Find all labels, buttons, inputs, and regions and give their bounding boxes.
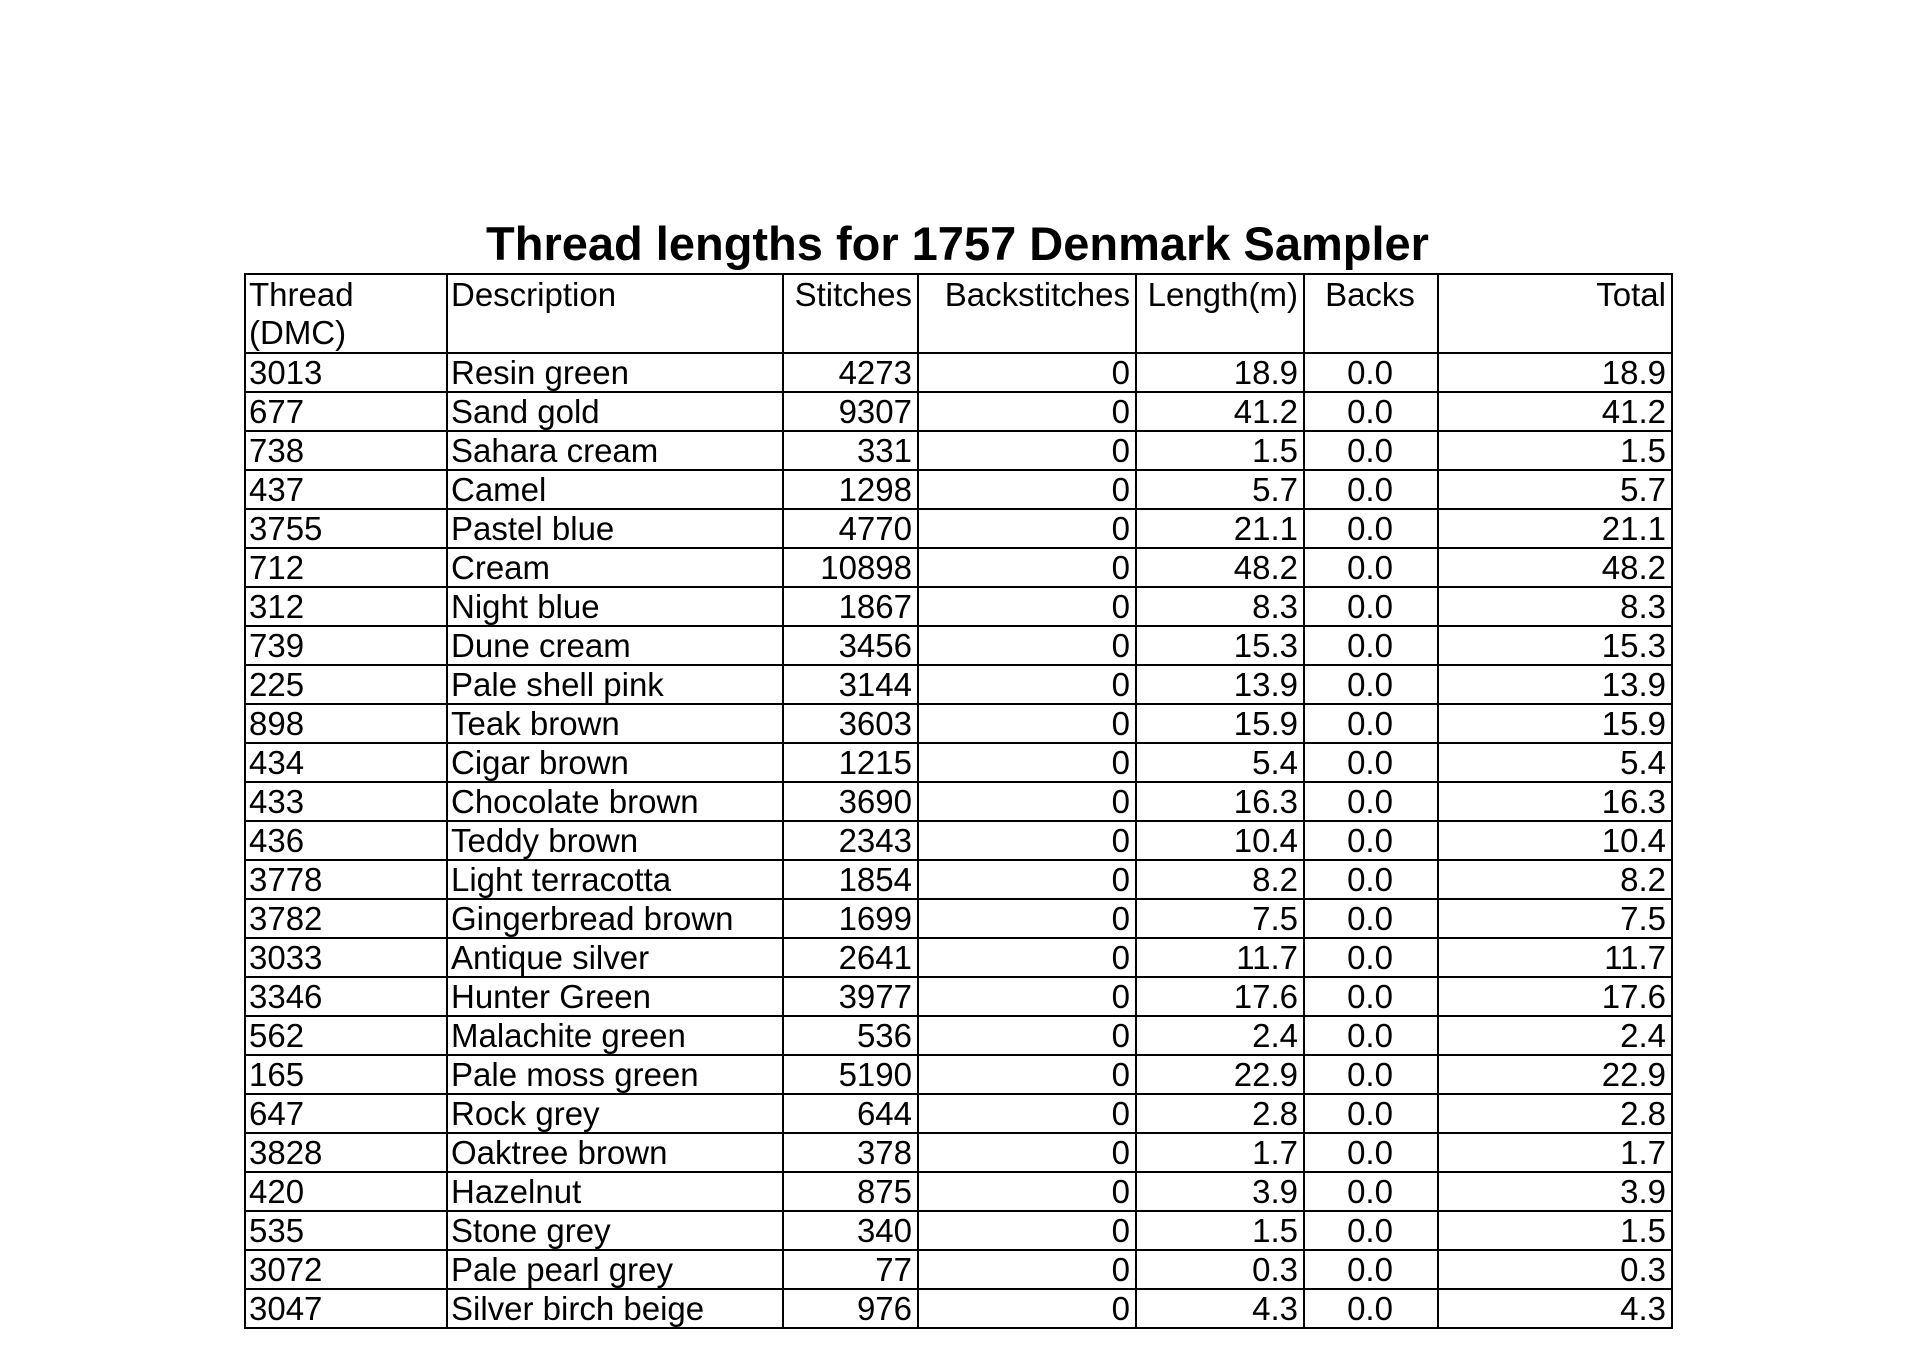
- header-length: Length(m): [1136, 274, 1304, 353]
- cell-backstitches: 0: [918, 782, 1136, 821]
- table-row: [245, 938, 1672, 977]
- cell-description: Chocolate brown: [447, 782, 783, 821]
- cell-total: 1.5: [1438, 1211, 1672, 1250]
- cell-backstitches: 0: [918, 1094, 1136, 1133]
- cell-total: 17.6: [1438, 977, 1672, 1016]
- cell-backstitches: 0: [918, 1172, 1136, 1211]
- table-row: [245, 353, 1672, 392]
- cell-stitches: 2641: [783, 938, 918, 977]
- cell-thread: 3778: [245, 860, 447, 899]
- cell-stitches: 331: [783, 431, 918, 470]
- cell-length: 10.4: [1136, 821, 1304, 860]
- cell-description: Teak brown: [447, 704, 783, 743]
- cell-backs: 0.0: [1304, 1250, 1438, 1289]
- cell-stitches: 1867: [783, 587, 918, 626]
- cell-thread: 437: [245, 470, 447, 509]
- table-row: [245, 1172, 1672, 1211]
- cell-total: 22.9: [1438, 1055, 1672, 1094]
- cell-thread: 898: [245, 704, 447, 743]
- cell-length: 17.6: [1136, 977, 1304, 1016]
- cell-total: 8.3: [1438, 587, 1672, 626]
- cell-stitches: 3977: [783, 977, 918, 1016]
- cell-thread: 436: [245, 821, 447, 860]
- table-row: [245, 626, 1672, 665]
- cell-thread: 3828: [245, 1133, 447, 1172]
- cell-backs: 0.0: [1304, 821, 1438, 860]
- cell-thread: 312: [245, 587, 447, 626]
- cell-backstitches: 0: [918, 938, 1136, 977]
- cell-stitches: 1298: [783, 470, 918, 509]
- cell-description: Pale moss green: [447, 1055, 783, 1094]
- cell-thread: 434: [245, 743, 447, 782]
- cell-total: 18.9: [1438, 353, 1672, 392]
- cell-stitches: 10898: [783, 548, 918, 587]
- cell-backstitches: 0: [918, 1289, 1136, 1328]
- cell-description: Camel: [447, 470, 783, 509]
- cell-total: 10.4: [1438, 821, 1672, 860]
- cell-backstitches: 0: [918, 626, 1136, 665]
- cell-stitches: 875: [783, 1172, 918, 1211]
- table-row: [245, 509, 1672, 548]
- cell-total: 48.2: [1438, 548, 1672, 587]
- cell-length: 1.5: [1136, 431, 1304, 470]
- cell-total: 3.9: [1438, 1172, 1672, 1211]
- cell-description: Sahara cream: [447, 431, 783, 470]
- table-row: [245, 899, 1672, 938]
- cell-backs: 0.0: [1304, 743, 1438, 782]
- cell-total: 13.9: [1438, 665, 1672, 704]
- header-stitches: Stitches: [783, 274, 918, 353]
- cell-backs: 0.0: [1304, 587, 1438, 626]
- cell-length: 48.2: [1136, 548, 1304, 587]
- cell-length: 5.4: [1136, 743, 1304, 782]
- cell-description: Sand gold: [447, 392, 783, 431]
- table-row: [245, 860, 1672, 899]
- cell-backs: 0.0: [1304, 1211, 1438, 1250]
- header-total: Total: [1438, 274, 1672, 353]
- cell-backstitches: 0: [918, 977, 1136, 1016]
- cell-stitches: 5190: [783, 1055, 918, 1094]
- cell-total: 16.3: [1438, 782, 1672, 821]
- cell-thread: 3755: [245, 509, 447, 548]
- cell-total: 1.5: [1438, 431, 1672, 470]
- table-row: [245, 1133, 1672, 1172]
- cell-total: 5.4: [1438, 743, 1672, 782]
- cell-description: Malachite green: [447, 1016, 783, 1055]
- cell-stitches: 3144: [783, 665, 918, 704]
- cell-description: Silver birch beige: [447, 1289, 783, 1328]
- cell-stitches: 3456: [783, 626, 918, 665]
- cell-total: 15.9: [1438, 704, 1672, 743]
- cell-backs: 0.0: [1304, 548, 1438, 587]
- cell-total: 15.3: [1438, 626, 1672, 665]
- cell-backstitches: 0: [918, 704, 1136, 743]
- cell-backs: 0.0: [1304, 1133, 1438, 1172]
- cell-thread: 677: [245, 392, 447, 431]
- cell-stitches: 1215: [783, 743, 918, 782]
- cell-thread: 3346: [245, 977, 447, 1016]
- cell-length: 13.9: [1136, 665, 1304, 704]
- cell-stitches: 536: [783, 1016, 918, 1055]
- cell-description: Light terracotta: [447, 860, 783, 899]
- cell-backs: 0.0: [1304, 470, 1438, 509]
- cell-backs: 0.0: [1304, 1055, 1438, 1094]
- cell-backstitches: 0: [918, 587, 1136, 626]
- cell-length: 3.9: [1136, 1172, 1304, 1211]
- cell-description: Pale pearl grey: [447, 1250, 783, 1289]
- cell-length: 11.7: [1136, 938, 1304, 977]
- table-header-row: [245, 274, 1672, 353]
- thread-lengths-table: [244, 273, 1673, 1329]
- cell-description: Resin green: [447, 353, 783, 392]
- cell-backstitches: 0: [918, 392, 1136, 431]
- cell-total: 1.7: [1438, 1133, 1672, 1172]
- cell-description: Oaktree brown: [447, 1133, 783, 1172]
- cell-thread: 562: [245, 1016, 447, 1055]
- cell-backstitches: 0: [918, 431, 1136, 470]
- table-row: [245, 704, 1672, 743]
- cell-thread: 3013: [245, 353, 447, 392]
- cell-length: 8.3: [1136, 587, 1304, 626]
- cell-backs: 0.0: [1304, 704, 1438, 743]
- cell-thread: 647: [245, 1094, 447, 1133]
- cell-description: Teddy brown: [447, 821, 783, 860]
- cell-total: 5.7: [1438, 470, 1672, 509]
- table-row: [245, 1055, 1672, 1094]
- cell-length: 4.3: [1136, 1289, 1304, 1328]
- table-row: [245, 665, 1672, 704]
- cell-description: Antique silver: [447, 938, 783, 977]
- cell-backstitches: 0: [918, 548, 1136, 587]
- cell-length: 41.2: [1136, 392, 1304, 431]
- cell-backs: 0.0: [1304, 1289, 1438, 1328]
- cell-total: 7.5: [1438, 899, 1672, 938]
- table-row: [245, 821, 1672, 860]
- table-row: [245, 548, 1672, 587]
- cell-total: 11.7: [1438, 938, 1672, 977]
- cell-total: 4.3: [1438, 1289, 1672, 1328]
- cell-stitches: 4770: [783, 509, 918, 548]
- cell-description: Dune cream: [447, 626, 783, 665]
- cell-backs: 0.0: [1304, 938, 1438, 977]
- cell-backstitches: 0: [918, 743, 1136, 782]
- cell-backs: 0.0: [1304, 1094, 1438, 1133]
- table-row: [245, 1016, 1672, 1055]
- cell-stitches: 3603: [783, 704, 918, 743]
- cell-stitches: 9307: [783, 392, 918, 431]
- cell-backs: 0.0: [1304, 1016, 1438, 1055]
- cell-stitches: 378: [783, 1133, 918, 1172]
- cell-total: 8.2: [1438, 860, 1672, 899]
- cell-backstitches: 0: [918, 1250, 1136, 1289]
- cell-length: 8.2: [1136, 860, 1304, 899]
- cell-thread: 739: [245, 626, 447, 665]
- cell-backstitches: 0: [918, 353, 1136, 392]
- cell-backs: 0.0: [1304, 977, 1438, 1016]
- cell-thread: 420: [245, 1172, 447, 1211]
- cell-stitches: 976: [783, 1289, 918, 1328]
- cell-description: Cream: [447, 548, 783, 587]
- cell-thread: 165: [245, 1055, 447, 1094]
- table-row: [245, 392, 1672, 431]
- table-row: [245, 470, 1672, 509]
- cell-backstitches: 0: [918, 1055, 1136, 1094]
- cell-total: 0.3: [1438, 1250, 1672, 1289]
- cell-thread: 3782: [245, 899, 447, 938]
- cell-description: Night blue: [447, 587, 783, 626]
- table-row: [245, 1289, 1672, 1328]
- header-backstitches: Backstitches: [918, 274, 1136, 353]
- cell-length: 15.3: [1136, 626, 1304, 665]
- cell-length: 0.3: [1136, 1250, 1304, 1289]
- cell-backstitches: 0: [918, 1133, 1136, 1172]
- cell-backs: 0.0: [1304, 899, 1438, 938]
- table-row: [245, 1211, 1672, 1250]
- cell-backstitches: 0: [918, 1211, 1136, 1250]
- cell-thread: 535: [245, 1211, 447, 1250]
- cell-description: Cigar brown: [447, 743, 783, 782]
- cell-length: 16.3: [1136, 782, 1304, 821]
- cell-backs: 0.0: [1304, 431, 1438, 470]
- table-row: [245, 782, 1672, 821]
- cell-thread: 225: [245, 665, 447, 704]
- table-row: [245, 1250, 1672, 1289]
- cell-total: 2.8: [1438, 1094, 1672, 1133]
- table-row: [245, 743, 1672, 782]
- cell-thread: 3033: [245, 938, 447, 977]
- cell-description: Pastel blue: [447, 509, 783, 548]
- cell-total: 41.2: [1438, 392, 1672, 431]
- cell-backstitches: 0: [918, 509, 1136, 548]
- cell-backstitches: 0: [918, 1016, 1136, 1055]
- cell-stitches: 3690: [783, 782, 918, 821]
- cell-backstitches: 0: [918, 470, 1136, 509]
- table-row: [245, 431, 1672, 470]
- cell-description: Stone grey: [447, 1211, 783, 1250]
- cell-stitches: 644: [783, 1094, 918, 1133]
- cell-thread: 712: [245, 548, 447, 587]
- cell-backstitches: 0: [918, 821, 1136, 860]
- cell-total: 2.4: [1438, 1016, 1672, 1055]
- cell-stitches: 77: [783, 1250, 918, 1289]
- cell-stitches: 4273: [783, 353, 918, 392]
- cell-backs: 0.0: [1304, 392, 1438, 431]
- header-backs: Backs: [1304, 274, 1438, 353]
- cell-description: Pale shell pink: [447, 665, 783, 704]
- cell-length: 1.7: [1136, 1133, 1304, 1172]
- cell-description: Hazelnut: [447, 1172, 783, 1211]
- table-row: [245, 1094, 1672, 1133]
- cell-length: 2.8: [1136, 1094, 1304, 1133]
- cell-length: 15.9: [1136, 704, 1304, 743]
- cell-backstitches: 0: [918, 899, 1136, 938]
- cell-backs: 0.0: [1304, 860, 1438, 899]
- cell-total: 21.1: [1438, 509, 1672, 548]
- cell-length: 1.5: [1136, 1211, 1304, 1250]
- cell-description: Gingerbread brown: [447, 899, 783, 938]
- cell-stitches: 2343: [783, 821, 918, 860]
- header-thread: Thread (DMC): [245, 274, 447, 353]
- cell-backstitches: 0: [918, 860, 1136, 899]
- table-row: [245, 977, 1672, 1016]
- cell-thread: 3072: [245, 1250, 447, 1289]
- cell-length: 18.9: [1136, 353, 1304, 392]
- cell-backs: 0.0: [1304, 1172, 1438, 1211]
- cell-description: Hunter Green: [447, 977, 783, 1016]
- page-title: Thread lengths for 1757 Denmark Sampler: [486, 217, 1429, 270]
- cell-length: 21.1: [1136, 509, 1304, 548]
- cell-stitches: 1699: [783, 899, 918, 938]
- cell-thread: 433: [245, 782, 447, 821]
- cell-backs: 0.0: [1304, 782, 1438, 821]
- cell-backs: 0.0: [1304, 353, 1438, 392]
- cell-length: 2.4: [1136, 1016, 1304, 1055]
- cell-backs: 0.0: [1304, 626, 1438, 665]
- cell-description: Rock grey: [447, 1094, 783, 1133]
- header-description: Description: [447, 274, 783, 353]
- cell-thread: 3047: [245, 1289, 447, 1328]
- cell-length: 7.5: [1136, 899, 1304, 938]
- cell-stitches: 340: [783, 1211, 918, 1250]
- table-body: [245, 353, 1672, 1328]
- cell-stitches: 1854: [783, 860, 918, 899]
- cell-backs: 0.0: [1304, 665, 1438, 704]
- cell-backs: 0.0: [1304, 509, 1438, 548]
- cell-thread: 738: [245, 431, 447, 470]
- cell-length: 5.7: [1136, 470, 1304, 509]
- cell-length: 22.9: [1136, 1055, 1304, 1094]
- table-row: [245, 587, 1672, 626]
- cell-backstitches: 0: [918, 665, 1136, 704]
